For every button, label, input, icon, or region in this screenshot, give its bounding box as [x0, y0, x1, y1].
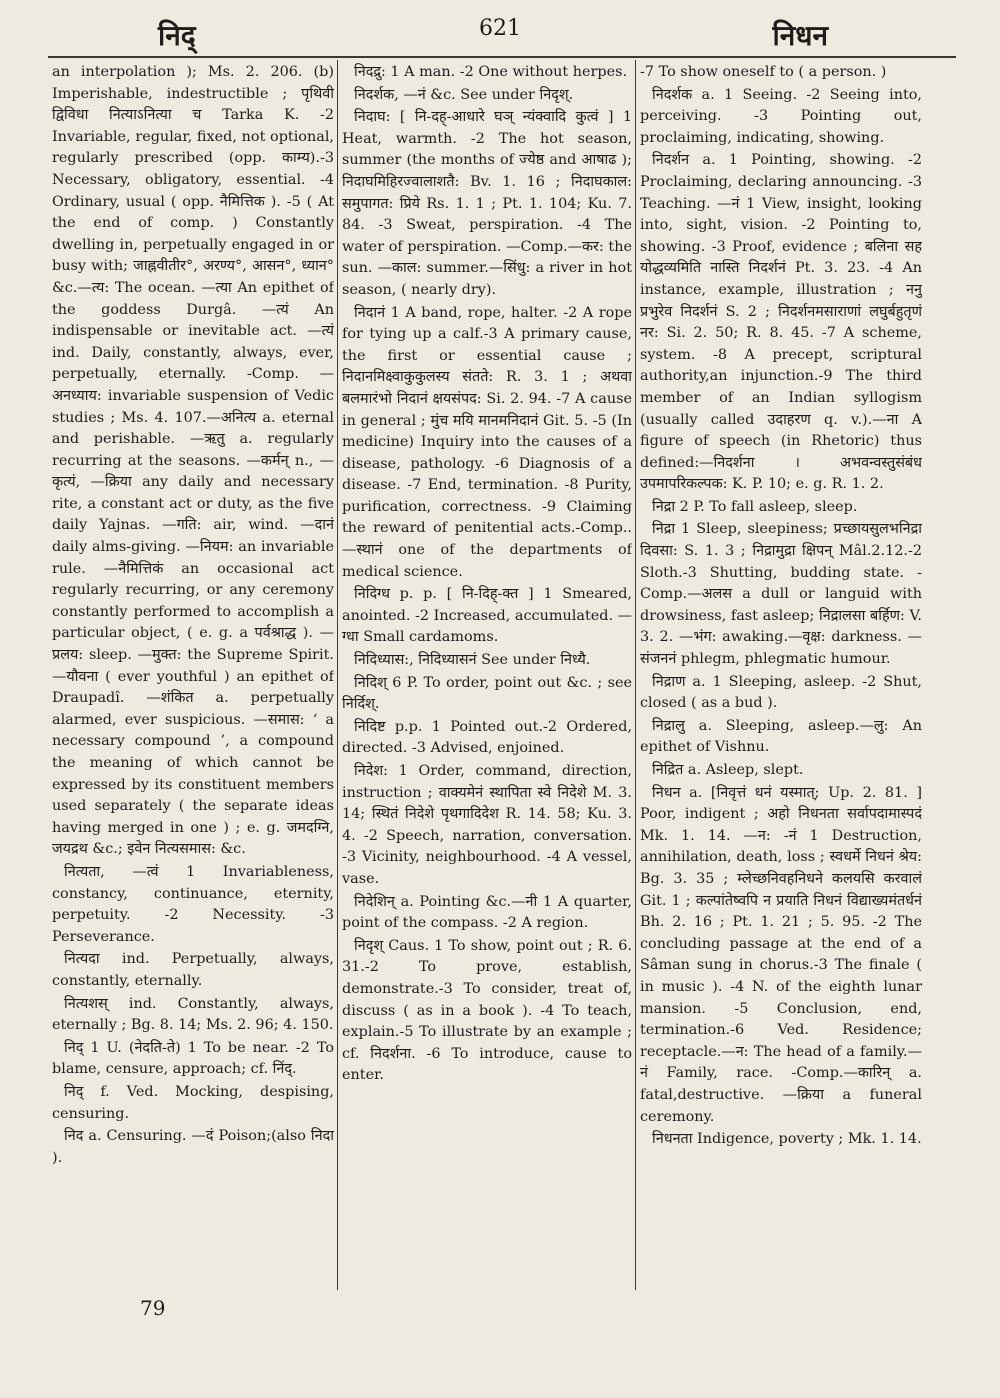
dictionary-entry: निदद्रु: 1 A man. -2 One without herpes.	[354, 64, 628, 80]
column-divider-1	[337, 60, 338, 1290]
column-3	[640, 62, 922, 1284]
dictionary-entry: निद् f. Ved. Mocking, despising, censuring.	[52, 1083, 334, 1122]
header-left-guideword: निद्	[158, 19, 196, 52]
footer-page-number: 79	[140, 1296, 166, 1320]
dictionary-entry: निद्रा 2 P. To fall asleep, sleep.	[652, 498, 858, 515]
dictionary-entry: निदर्शन a. 1 Pointing, showing. -2 Proclaiming, declaring announcing. -3 Teaching. —नं 1 View, insight, looking into, sight, vision. -2 Pointing to, showing. -3 Proof, evidence ; बलिना सह योद्धव्यमिति नास्ति निदर्शनं Pt. 3. 23. -4 An instance, example, illustration ; ननु प्रभुरेव निदर्शनं S. 2 ; निदर्शनमसाराणां लघुर्बहुतृणं नर: Si. 2. 50; R. 8. 45. -7 A scheme, system. -8 A precept, scriptural authority,an injunction.-9 The third member of an Indian syllogism (usually called उदाहरण q. v.).—ना A figure of speech (in Rhetoric) thus defined:—निदर्शना । अभवन्वस्तुसंबंध उपमापरिकल्पक: K. P. 10; e. g. R. 1. 2.	[640, 152, 922, 493]
column-divider-2	[635, 60, 636, 1290]
running-header	[40, 6, 960, 56]
dictionary-entry: निदर्शक a. 1 Seeing. -2 Seeing into, perceiving. -3 Pointing out, proclaiming, indicating, showing.	[640, 86, 922, 146]
dictionary-entry: निदिध्यास:, निदिध्यासनं See under निध्यै.	[354, 652, 591, 669]
dictionary-entry: निद्रालु a. Sleeping, asleep.—लु: An epithet of Vishnu.	[640, 717, 922, 756]
header-rule	[48, 56, 956, 58]
dictionary-entry: नित्यता, —त्वं 1 Invariableness, constancy, continuance, eternity, perpetuity. -2 Necessity. -3 Perseverance.	[52, 863, 334, 945]
dictionary-entry: निदिश् 6 P. To order, point out &c. ; see निर्दिश्.	[342, 674, 632, 713]
column-2	[342, 62, 632, 1284]
dictionary-entry: निधनता Indigence, poverty ; Mk. 1. 14.	[652, 1131, 922, 1148]
header-page-number: 621	[479, 16, 521, 41]
dictionary-entry: निद्रित a. Asleep, slept.	[652, 762, 804, 778]
dictionary-entry: निदाघ: [ नि-दह्-आधारे घञ् न्यंक्वादि कुत्वं ] 1 Heat, warmth. -2 The hot season, summer (the months of ज्येष्ठ and आषाढ ); निदाघमिहिरज्वालाशतै: Bv. 1. 16 ; निदाघकाल: समुपागत: प्रिये Rs. 1. 1 ; Pt. 1. 104; Ku. 7. 84. -3 Sweat, perspiration. -4 The water of perspiration. —Comp.—कर: the sun. —काल: summer.—सिंधु: a river in hot season, ( nearly dry).	[342, 109, 632, 298]
dictionary-entry: निद a. Censuring. —दं Poison;(also निदा ).	[52, 1128, 334, 1166]
dictionary-entry: निधन a. [निवृत्तं धनं यस्मात्; Up. 2. 81. ] Poor, indigent ; अहो निधनता सर्वापदामास्पदं Mk. 1. 14. —न: -नं 1 Destruction, annihilation, death, loss ; स्वधर्मे निधनं श्रेय: Bg. 3. 35 ; म्लेच्छनिवहनिधने कलयसि करवालं Git. 1 ; कल्पांतेष्वपि न प्रयाति निधनं विद्याख्यमंतर्धनं Bh. 2. 16 ; Pt. 1. 21 ; 5. 95. -2 The concluding passage at the end of a Sâman sung in chorus.-3 The finale ( in music ). -4 N. of the eighth lunar mansion. -5 Conclusion, end, termination.-6 Ved. Residence; receptacle.—न: The head of a family.—नं Family, race. -Comp.—कारिन् a. fatal,destructive. —क्रिया a funeral ceremony.	[640, 784, 922, 1125]
dictionary-entry: निदानं 1 A band, rope, halter. -2 A rope for tying up a calf.-3 A primary cause, the first or essential cause ; निदानमिक्ष्वाकुकुलस्य संतते: R. 3. 1 ; अथवा बलमारंभो निदानं क्षयसंपद: Si. 2. 94. -7 A cause in general ; मुंच मयि मानमनिदानं Git. 5. -5 (In medicine) Inquiry into the causes of a disease, pathology. -6 Diagnosis of a disease. -7 End, termination. -8 Purity, purification, correctness. -9 Claiming the reward of penitential acts.-Comp..—स्थानं one of the departments of medical science.	[342, 304, 632, 580]
dictionary-entry: निद्राण a. 1 Sleeping, asleep. -2 Shut, closed ( as a bud ).	[640, 673, 922, 712]
dictionary-entry: -7 To show oneself to ( a person. )	[640, 64, 887, 80]
dictionary-entry: निदर्शक, —नं &c. See under निदृश्.	[354, 86, 574, 103]
dictionary-entry: निदेश: 1 Order, command, direction, instruction ; वाक्यमेनं स्थापिता स्वे निदेशे M. 3. 14; स्थितं निदेशे पृथगादिदेश R. 14. 58; Ku. 3. 4. -2 Speech, narration, conversation. -3 Vicinity, neighbourhood. -4 A vessel, vase.	[342, 763, 632, 887]
dictionary-entry: an interpolation ); Ms. 2. 206. (b) Imperishable, indestructible ; पृथिवी द्विविधा नित्याऽनित्या च Tarka K. -2 Invariable, regular, fixed, not optional, regularly prescribed (opp. काम्य).-3 Necessary, obligatory, essential. -4 Ordinary, usual ( opp. नैमित्तिक ). -5 ( At the end of comp. ) Constantly dwelling in, perpetually engaged in or busy with; जाह्नवीतीर°, अरण्य°, आसन°, ध्यान° &c.—त्य: The ocean. —त्या An epithet of the goddess Durgâ. —त्यं An indispensable or inevitable act. —त्यं ind. Daily, constantly, always, ever, perpetually, eternally. -Comp. —अनध्याय: invariable suspension of Vedic studies ; Ms. 4. 107.—अनित्य a. eternal and perishable. —ऋतु a. regularly recurring at the seasons. —कर्मन् n., —कृत्यं, —क्रिया any daily and necessary rite, a constant act or duty, as the five daily Yajnas. —गति: air, wind. —दानं daily alms-giving. —नियम: an invariable rule. —नैमित्तिकं an occasional act regularly recurring, or any ceremony constantly performed to accomplish a particular object, ( e. g. a पर्वश्राद्ध ). —प्रलय: sleep. —मुक्त: the Supreme Spirit. —यौवना ( ever youthful ) an epithet of Draupadî. —शंकित a. perpetually alarmed, ever suspicious. —समास: ‘ a necessary compound ’, a compound the meaning of which cannot be expressed by its constituent members used separately ( the separate ideas having merged in one ) ; e. g. जमदग्नि, जयद्रथ &c.; इवेन नित्यसमास: &c.	[52, 64, 334, 858]
dictionary-entry: निदेशिन् a. Pointing &c.—नी 1 A quarter, point of the compass. -2 A region.	[342, 893, 632, 932]
dictionary-entry: निद् 1 U. (नेदति-ते) 1 To be near. -2 To blame, censure, approach; cf. निंद्.	[52, 1039, 334, 1078]
dictionary-entry: निदिग्ध p. p. [ नि-दिह्-क्त ] 1 Smeared, anointed. -2 Increased, accumulated. —ग्धा Small cardamoms.	[342, 586, 632, 646]
header-right-guideword: निधन	[772, 19, 828, 52]
dictionary-entry: नित्यशस् ind. Constantly, always, eternally ; Bg. 8. 14; Ms. 2. 96; 4. 150.	[52, 995, 334, 1034]
column-1	[52, 62, 334, 1284]
dictionary-entry: नित्यदा ind. Perpetually, always, constantly, eternally.	[52, 951, 334, 989]
dictionary-entry: निदिष्ट p.p. 1 Pointed out.-2 Ordered, directed. -3 Advised, enjoined.	[342, 718, 632, 757]
dictionary-entry: निदृश् Caus. 1 To show, point out ; R. 6. 31.-2 To prove, establish, demonstrate.-3 To consider, treat of, discuss ( as in a book ). -4 To teach, explain.-5 To illustrate by an example ; cf. निदर्शना. -6 To introduce, cause to enter.	[342, 937, 632, 1084]
dictionary-entry: निद्रा 1 Sleep, sleepiness; प्रच्छायसुलभनिद्रा दिवसा: S. 1. 3 ; निद्रामुद्रा क्षिपन् Mâl.2.12.-2 Sloth.-3 Shutting, budding state. -Comp.—अलस a dull or languid with drowsiness, fast asleep; निद्रालसा बर्हिण: V. 3. 2. —भंग: awaking.—वृक्ष: darkness. —संजननं phlegm, phlegmatic humour.	[640, 521, 922, 668]
